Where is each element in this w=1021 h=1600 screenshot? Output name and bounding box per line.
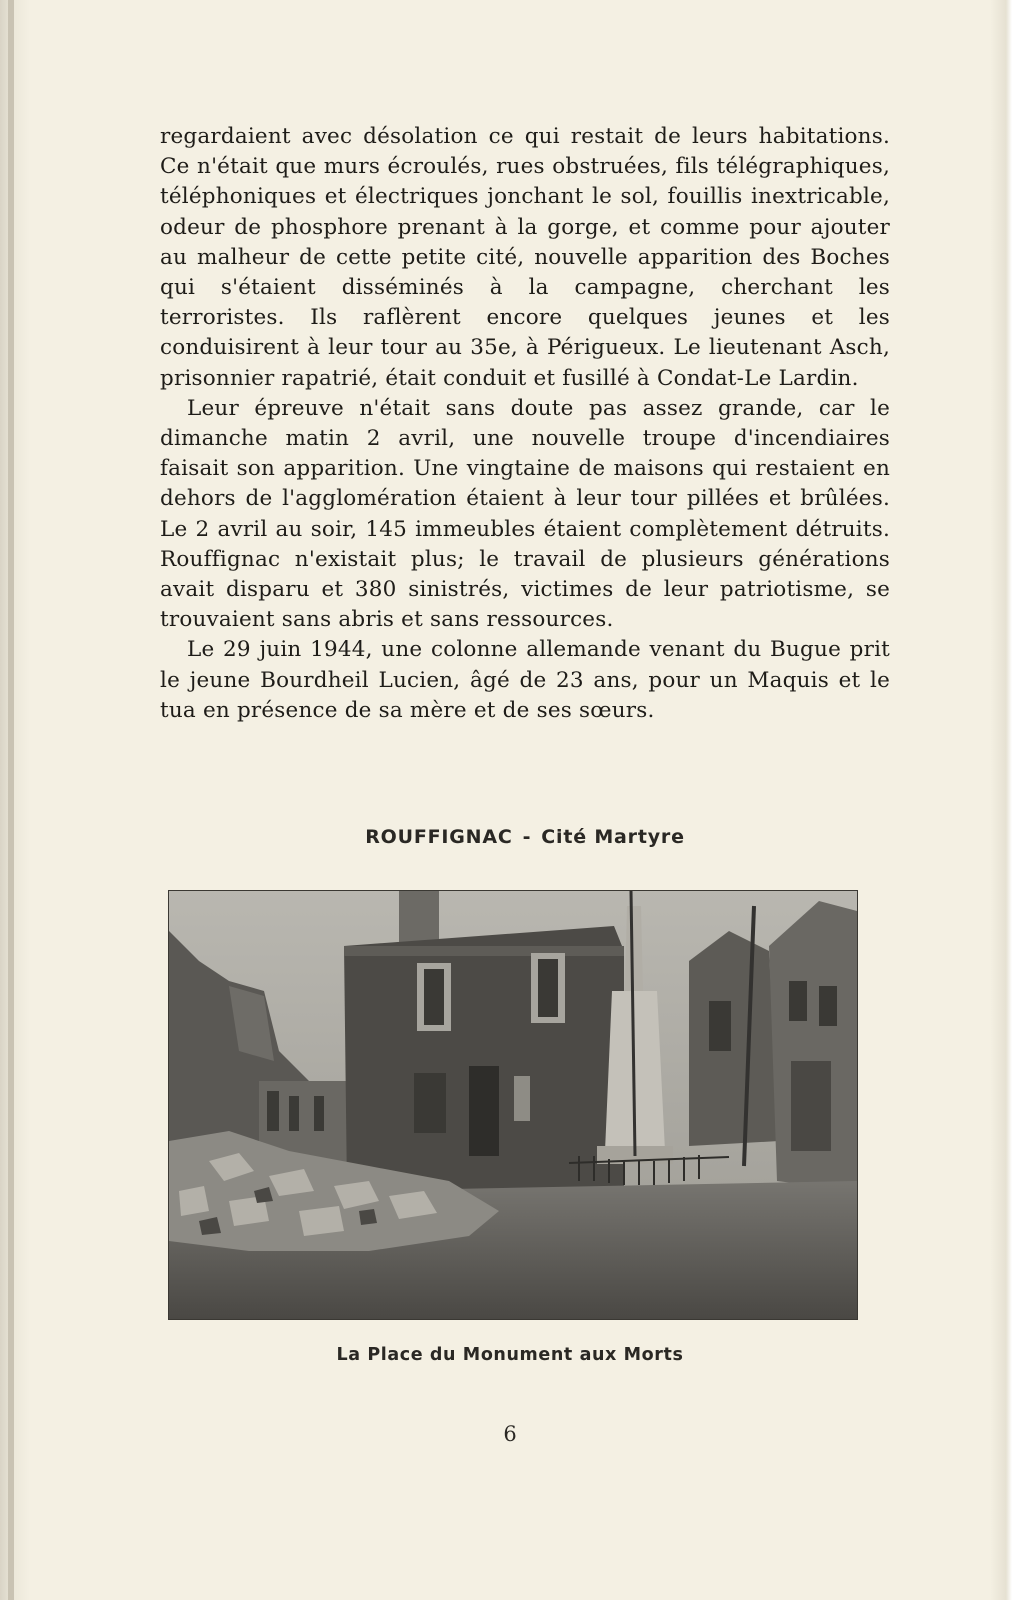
ruins-photo-illustration	[169, 891, 857, 1319]
body-text	[160, 122, 890, 726]
ruins-photo	[168, 890, 858, 1320]
paragraph-2: Leur épreuve n'était sans doute pas assez grande, car le dimanche matin 2 avril, une nouvelle troupe d'incendiaires faisait son apparition. Une vingtaine de maisons qui restaient en dehors de l'agglomération étaient à leur tour pillées et brûlées. Le 2 avril au soir, 145 immeubles étaient complètement détruits. Rouffignac n'existait plus; le travail de plusieurs générations avait disparu et 380 sinistrés, victimes de leur patriotisme, se trouvaient sans abris et sans ressources.	[160, 395, 890, 633]
page-binding-edge	[8, 0, 14, 1600]
title-separator: -	[522, 826, 532, 848]
title-place: ROUFFIGNAC	[365, 826, 513, 848]
photo-caption: La Place du Monument aux Morts	[336, 1345, 684, 1365]
title-subtitle: Cité Martyre	[541, 826, 685, 848]
section-title	[160, 826, 890, 848]
paragraph-1: regardaient avec désolation ce qui restait de leurs habitations. Ce n'était que murs écroulés, rues obstruées, fils télégraphiques, téléphoniques et électriques jonchant le sol, fouillis inextricable, odeur de phosphore prenant à la gorge, et comme pour ajouter au malheur de cette petite cité, nouvelle apparition des Boches qui s'étaient disséminés à la campagne, cherchant les terroristes. Ils raflèrent encore quelques jeunes et les conduisirent à leur tour au 35e, à Périgueux. Le lieutenant Asch, prisonnier rapatrié, était conduit et fusillé à Condat-Le Lardin.	[160, 124, 890, 391]
page-number: 6	[503, 1422, 517, 1446]
paragraph-3: Le 29 juin 1944, une colonne allemande venant du Bugue prit le jeune Bourdheil Lucien, âgé de 23 ans, pour un Maquis et le tua en présence de sa mère et de ses sœurs.	[160, 637, 890, 723]
